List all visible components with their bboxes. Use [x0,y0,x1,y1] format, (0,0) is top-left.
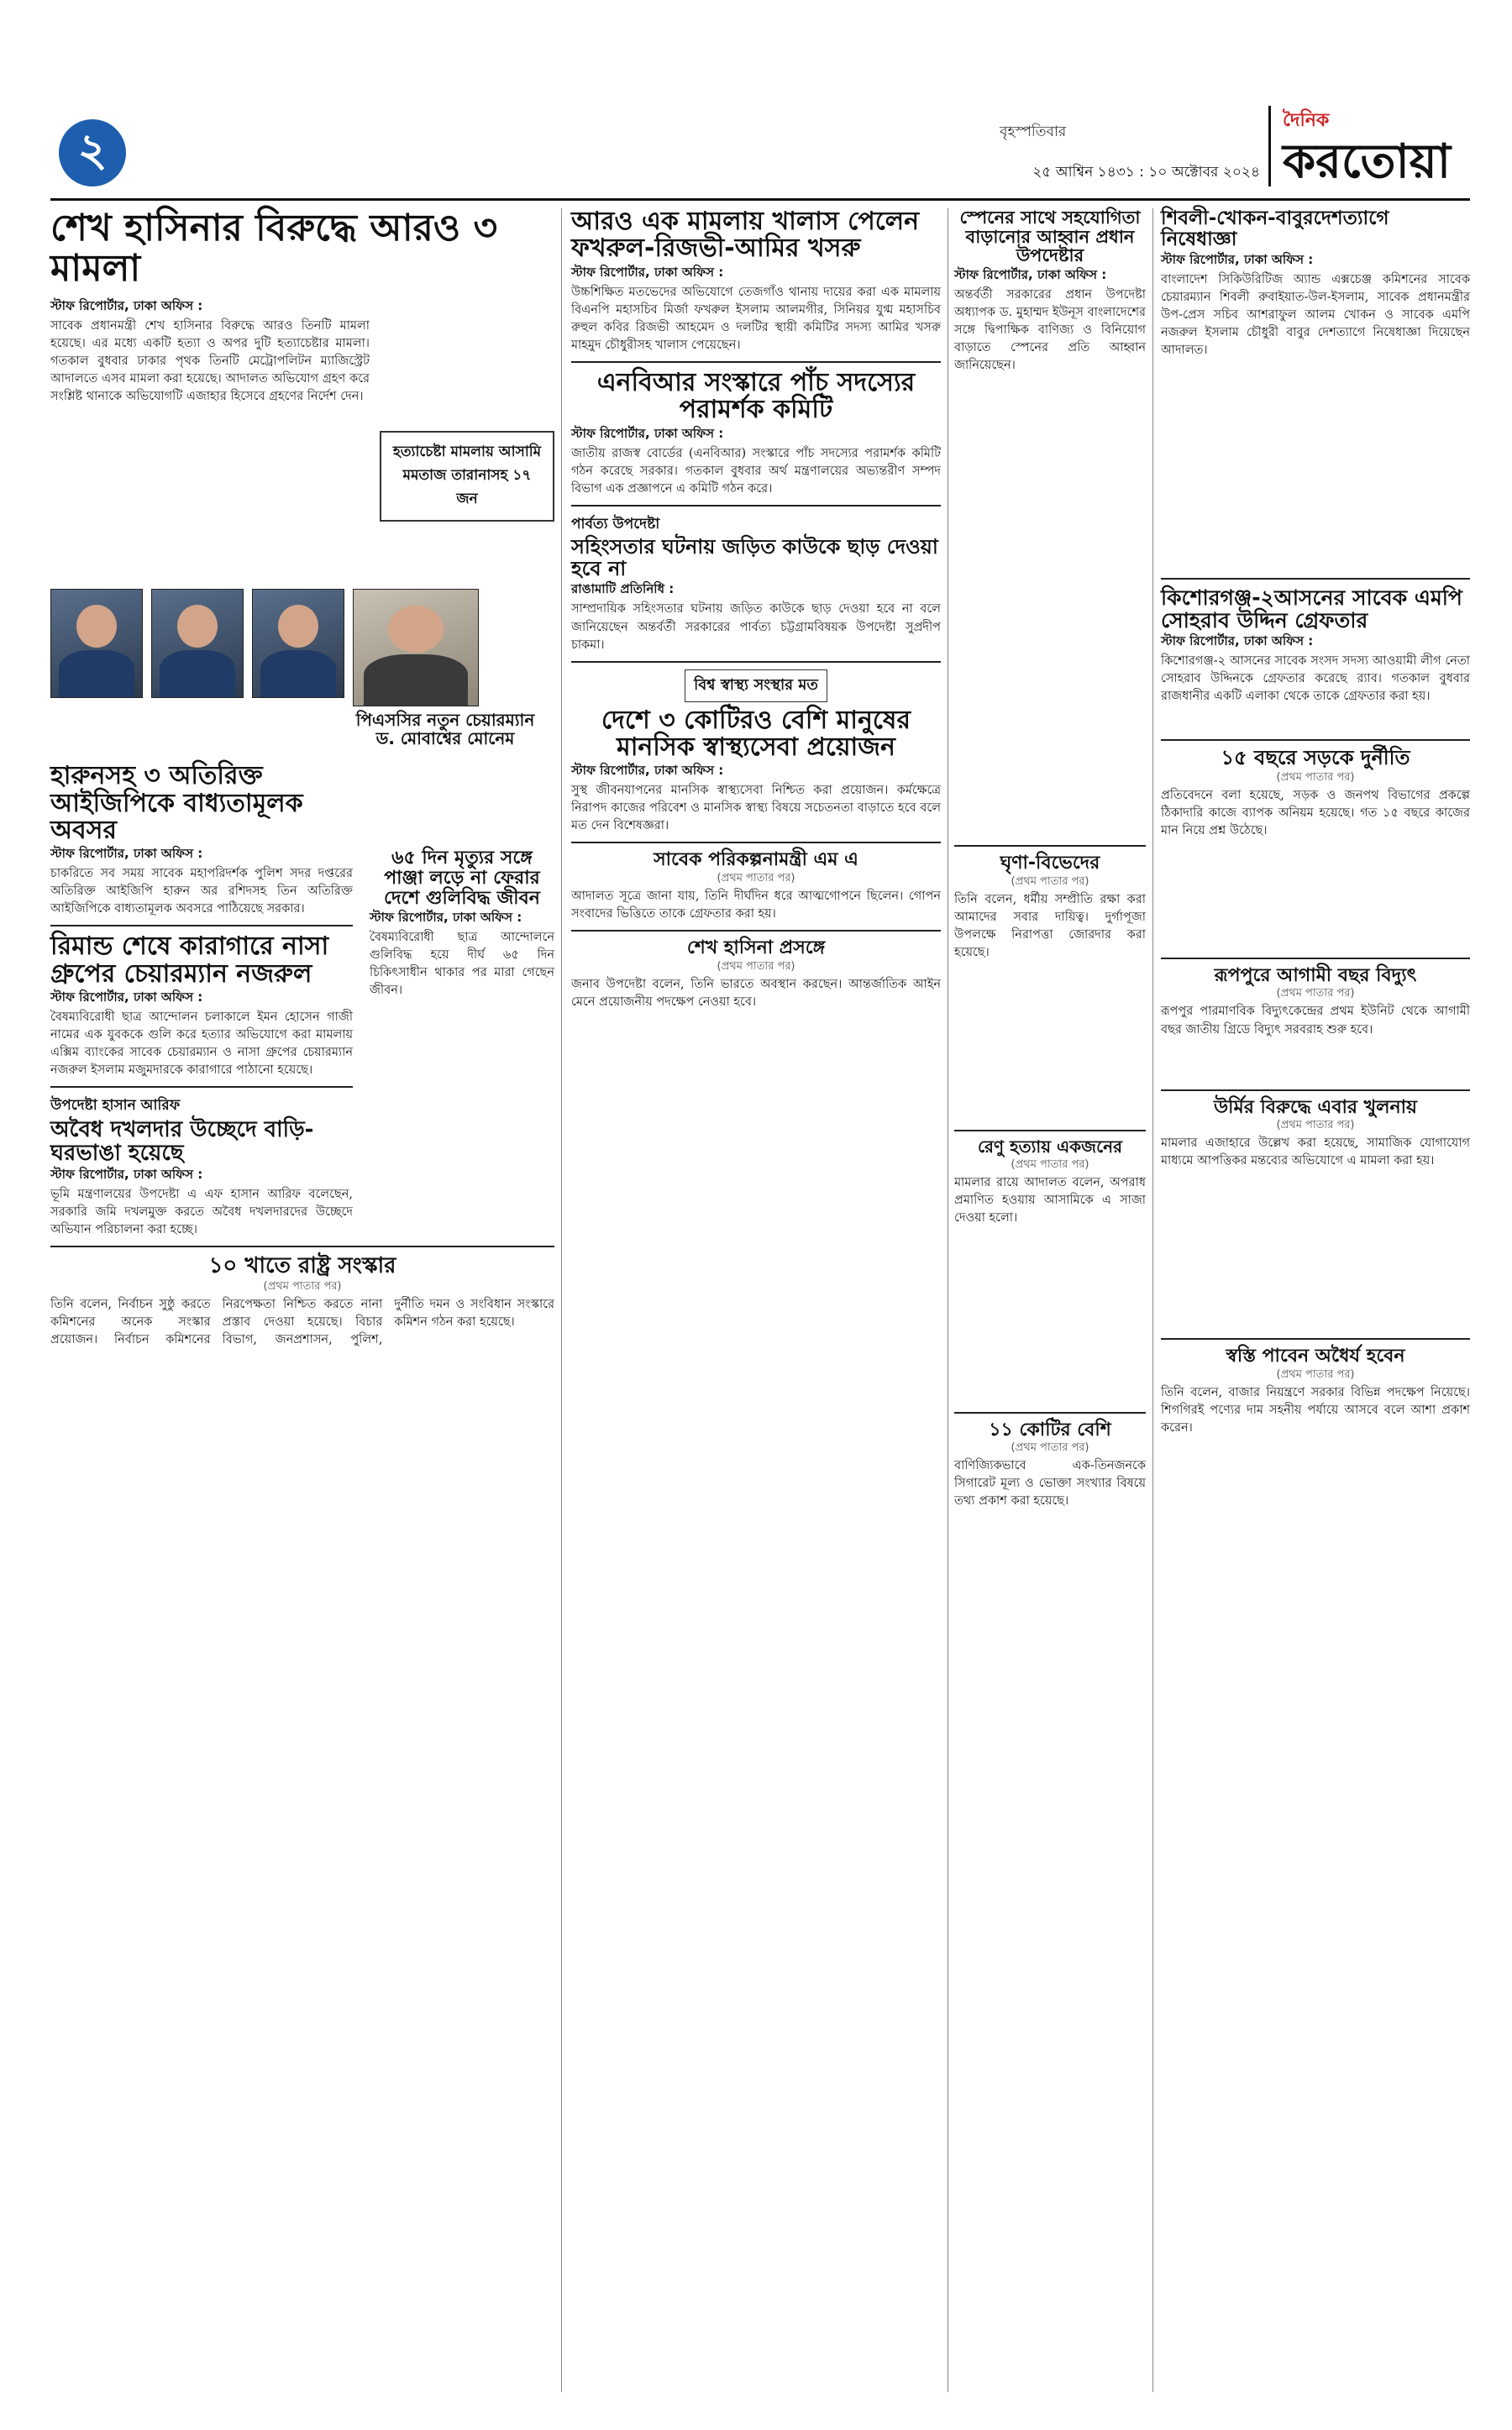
spain-body: অন্তর্বর্তী সরকারের প্রধান উপদেষ্টা অধ্যাপক ড. মুহাম্মদ ইউনূস বাংলাদেশের সঙ্গে দ্বিপাক্ষিক বাণিজ্য ও বিনিয়োগ বাড়াতে স্পেনের প্রতি আহ্বান জানিয়েছেন। [954,288,1146,373]
lead-body: সাবেক প্রধানমন্ত্রী শেখ হাসিনার বিরুদ্ধে আরও তিনটি মামলা হয়েছে। এর মধ্যে একটি হত্যা ও অপর দুটি হত্যাচেষ্টার মামলা। গতকাল বুধবার ঢাকার পৃথক তিনটি মেট্রোপলিটন ম্যাজিস্ট্রেট আদালতে এসব মামলা করা হয়েছে। আদালত অভিযোগ গ্রহণ করে সংশ্লিষ্ট থানাকে অভিযোগটি এজাহার হিসেবে গ্রহণের নির্দেশ দেন। [50,319,370,404]
kishoreganj-body: কিশোরগঞ্জ-২ আসনের সাবেক সংসদ সদস্য আওয়ামী লীগ নেতা সোহরাব উদ্দিনকে গ্রেফতার করেছে র‍্যাব। গতকাল বুধবার রাজধানীর একটি এলাকা থেকে তাকে গ্রেফতার করা হয়। [1161,653,1470,703]
spain-headline: স্পেনের সাথে সহযোগিতা বাড়ানোর আহ্বান প্রধান উপদেষ্টার [959,207,1141,266]
corruption-cont: (প্রথম পাতার পর) [1276,770,1355,784]
weekday: বৃহস্পতিবার [1000,123,1067,140]
hill-headline: সহিংসতার ঘটনায় জড়িত কাউকে ছাড় দেওয়া হবে না [571,534,938,580]
separator [1161,739,1470,741]
who-byline: স্টাফ রিপোর্টার, ঢাকা অফিস : [571,763,724,779]
separator [571,361,941,363]
lead-box-label: হত্যাচেষ্টা মামলায় আসামি মমতাজ তারানাসহ ১৭ জন [380,431,554,522]
separator [1161,1089,1470,1091]
who-body: সুস্থ জীবনযাপনের মানসিক স্বাস্থ্যসেবা নিশ্চিত করা প্রয়োজন। কর্মক্ষেত্রে নিরাপদ কাজের পরিবেশ ও মানসিক স্বাস্থ্য বিষয়ে সচেতনতা বাড়াতে হবে বলে মত দেন বিশেষজ্ঞরা। [571,784,941,833]
renu-cont: (প্রথম পাতার পর) [1011,1157,1089,1171]
officer-photo [252,589,344,698]
lead-body-filler [50,411,370,428]
corruption-headline: ১৫ বছরে সড়কে দুর্নীতি [1221,745,1410,769]
pangga-headline: ৬৫ দিন মৃত্যুর সঙ্গে পাঞ্জা লড়ে না ফেরার দেশে গুলিবিদ্ধ জীবন [384,848,540,909]
officer-photo [50,589,143,698]
eviction-byline: স্টাফ রিপোর্টার, ঢাকা অফিস : [50,1167,203,1183]
lead-headline: শেখ হাসিনার বিরুদ্ধে আরও ৩ মামলা [50,207,498,290]
hate-body: তিনি বলেন, ধর্মীয় সম্প্রীতি রক্ষা করা আমাদের সবার দায়িত্ব। দুর্গাপূজা উপলক্ষে নিরাপত্তা জোরদার করা হয়েছে। [954,892,1146,959]
igp-headline: হারুনসহ ৩ অতিরিক্ত আইজিপিকে বাধ্যতামূলক অবসর [50,761,303,845]
spain-section [954,208,1146,1510]
nasa-headline: রিমান্ড শেষে কারাগারে নাসা গ্রুপের চেয়ারম্যান নজরুল [50,932,329,989]
renu-body: মামলার রায়ে আদালত বলেন, অপরাধ প্রমাণিত হওয়ায় আসামিকে এ সাজা দেওয়া হলো। [954,1175,1146,1225]
separator [954,845,1146,847]
nbr-byline: স্টাফ রিপোর্টার, ঢাকা অফিস : [571,425,724,441]
feature-caption: পিএসসির নতুন চেয়ারম্যান ড. মোবাশ্বের মোনেম [355,710,535,748]
who-kicker: বিশ্ব স্বাস্থ্য সংস্থার মত [685,669,827,702]
relief-cont: (প্রথম পাতার পর) [1276,1368,1355,1382]
separator [1161,578,1470,580]
urmi-cont: (প্রথম পাতার পর) [1276,1119,1355,1132]
separator [571,842,941,843]
right-section [1161,208,1470,1437]
hate-headline: ঘৃণা-বিভেদের [1000,853,1100,874]
column-divider [1152,208,1153,2392]
pangga-section [370,848,554,1000]
separator [571,930,941,932]
lead-byline: স্টাফ রিপোর্টার, ঢাকা অফিস : [50,298,203,314]
separator [954,1412,1146,1414]
hill-kicker: পার্বত্য উপদেষ্টা [571,515,660,533]
masthead-logo [1268,106,1470,189]
mid-headline: আরও এক মামলায় খালাস পেলেন ফখরুল-রিজভী-আমির খসরু [571,207,920,264]
separator [50,1246,554,1247]
separator [571,661,941,663]
renu-headline: রেণু হত্যায় একজনের [977,1136,1123,1157]
eviction-headline: অবৈধ দখলদার উচ্ছেদে বাড়ি-ঘরভাঙা হয়েছে [50,1117,314,1167]
nasa-byline: স্টাফ রিপোর্টার, ঢাকা অফিস : [50,989,203,1005]
reform-cont: (প্রথম পাতার পর) [263,1279,342,1293]
pangga-body: বৈষম্যবিরোধী ছাত্র আন্দোলনে গুলিবিদ্ধ হয়ে দীর্ঘ ৬৫ দিন চিকিৎসাধীন থাকার পর মারা গেছেন জীবন। [370,931,554,998]
hasina-body: জনাব উপদেষ্টা বলেন, তিনি ভারতে অবস্থান করছেন। আন্তর্জাতিক আইন মেনে প্রয়োজনীয় পদক্ষেপ নেওয়া হবে। [571,977,941,1009]
eleven-cont: (প্রথম পাতার পর) [1011,1441,1089,1455]
igp-body: চাকরিতে সব সময় সাবেক মহাপরিদর্শক পুলিশ সদর দপ্তরের অতিরিক্ত আইজিপি হারুন অর রশিদসহ তিন অতিরিক্ত আইজিপিকে বাধ্যতামূলক অবসরে পাঠিয়েছে সরকার। [50,867,353,916]
spain-byline: স্টাফ রিপোর্টার, ঢাকা অফিস : [954,267,1107,283]
exminister-body: আদালত সূত্রে জানা যায়, তিনি দীর্ঘদিন ধরে আত্মগোপনে ছিলেন। গোপন সংবাদের ভিত্তিতে তাকে গ্রেফতার করা হয়। [571,890,941,921]
header-rule [50,198,1470,201]
page-number: ২ [59,119,126,186]
hate-cont: (প্রথম পাতার পর) [1011,874,1089,888]
nasa-body: বৈষম্যবিরোধী ছাত্র আন্দোলন চলাকালে ইমন হোসেন গাজী নামের এক যুবককে গুলি করে হত্যার অভিযোগে করা মামলায় এক্সিম ব্যাংকের সাবেক চেয়ারম্যান ও নাসা গ্রুপের চেয়ারম্যান নজরুল ইসলাম মজুমদারকে কারাগারে পাঠানো হয়েছে। [50,1010,353,1078]
who-headline: দেশে ৩ কোটিরও বেশি মানুষের মানসিক স্বাস্থ্যসেবা প্রয়োজন [601,705,911,762]
hill-byline: রাঙামাটি প্রতিনিধি : [571,581,675,597]
exminister-cont: (প্রথম পাতার পর) [717,872,795,885]
pangga-byline: স্টাফ রিপোর্টার, ঢাকা অফিস : [370,910,522,926]
separator [50,925,353,926]
mid-byline: স্টাফ রিপোর্টার, ঢাকা অফিস : [571,264,724,280]
corruption-body: প্রতিবেদনে বলা হয়েছে, সড়ক ও জনপথ বিভাগের প্রকল্পে ঠিকাদারি কাজে ব্যাপক অনিয়ম হয়েছে। গত ১৫ বছরে কাজের মান নিয়ে প্রশ্ন উঠেছে। [1161,788,1470,837]
separator [1161,1338,1470,1340]
rooppur-cont: (প্রথম পাতার পর) [1276,987,1355,1000]
nbr-body: জাতীয় রাজস্ব বোর্ডের (এনবিআর) সংস্কারে পাঁচ সদস্যের পরামর্শক কমিটি গঠন করেছে সরকার। গতকাল বুধবার অর্থ মন্ত্রণালয়ের অভ্যন্তরীণ সম্পদ বিভাগ এক প্রজ্ঞাপনে এ কমিটি গঠন করে। [571,446,941,496]
right-headline: শিবলী-খোকন-বাবুরদেশত্যাগে নিষেধাজ্ঞা [1161,207,1389,250]
eviction-kicker: উপদেষ্টা হাসান আরিফ [50,1097,181,1115]
igp-byline: স্টাফ রিপোর্টার, ঢাকা অফিস : [50,846,203,862]
officer-photo [151,589,244,698]
nbr-headline: এনবিআর সংস্কারে পাঁচ সদস্যের পরামর্শক কমিটি [596,367,916,425]
relief-body: তিনি বলেন, বাজার নিয়ন্ত্রণে সরকার বিভিন্ন পদক্ষেপ নিয়েছে। শিগগিরই পণ্যের দাম সহনীয় পর্যায়ে আসবে বলে আশা প্রকাশ করেন। [1161,1386,1470,1435]
separator [954,1130,1146,1131]
kishoreganj-headline: কিশোরগঞ্জ-২আসনের সাবেক এমপি সোহরাব উদ্দিন গ্রেফতার [1161,585,1462,632]
hasina-cont: (প্রথম পাতার পর) [717,959,795,973]
separator [50,1086,353,1088]
masthead-small: দৈনিক [1283,110,1330,131]
page-header [50,94,1470,195]
left-section [50,208,554,1349]
officer-photos [50,589,554,748]
mid-body: উচ্চশিক্ষিত মতভেদের অভিযোগে তেজগাঁও থানায় দায়ের করা এক মামলায় বিএনপি মহাসচিব মির্জা ফখরুল ইসলাম আলমগীর, সিনিয়র যুগ্ম মহাসচিব রুহুল কবির রিজভী আহমেদ ও দলটির স্থায়ী কমিটির সদস্য আমির খসরু মাহমুদ চৌধুরীসহ খালাস পেয়েছেন। [571,285,941,352]
column-divider [561,208,562,2392]
right-body: বাংলাদেশ সিকিউরিটিজ অ্যান্ড এক্সচেঞ্জ কমিশনের সাবেক চেয়ারম্যান শিবলী রুবাইয়াত-উল-ইসলাম, সাবেক প্রধানমন্ত্রীর উপ-প্রেস সচিব আশরাফুল আলম খোকন ও সাবেক এমপি নজরুল ইসলাম চৌধুরী বাবুর দেশত্যাগে নিষেধাজ্ঞা দিয়েছেন আদালত। [1161,272,1470,357]
urmi-body: মামলার এজাহারে উল্লেখ করা হয়েছে, সামাজিক যোগাযোগ মাধ্যমে আপত্তিকর মন্তব্যের অভিযোগে এ মামলা করা হয়। [1161,1136,1470,1168]
eleven-body: বাণিজ্যিকভাবে এক-তিনজনকে সিগারেট মূল্য ও ভোক্তা সংখ্যার বিষয়ে তথ্য প্রকাশ করা হয়েছে। [954,1459,1146,1509]
relief-headline: স্বস্তি পাবেন অধৈর্য হবেন [1226,1346,1405,1367]
hill-body: সাম্প্রদায়িক সহিংসতার ঘটনায় জড়িত কাউকে ছাড় দেওয়া হবে না বলে জানিয়েছেন অন্তর্বর্তী সরকারের পার্বত্য চট্টগ্রামবিষয়ক উপদেষ্টা সুপ্রদীপ চাকমা। [571,602,941,652]
eleven-headline: ১১ কোটির বেশি [989,1419,1111,1441]
right-byline: স্টাফ রিপোর্টার, ঢাকা অফিস : [1161,251,1314,267]
hasina-headline: শেখ হাসিনা প্রসঙ্গে [686,937,826,959]
masthead-big: করতোয়া [1283,134,1451,189]
reform-headline: ১০ খাতে রাষ্ট্র সংস্কার [208,1253,396,1279]
exminister-headline: সাবেক পরিকল্পনামন্ত্রী এম এ [654,849,858,871]
rooppur-headline: রূপপুরে আগামী বছর বিদ্যুৎ [1214,964,1417,986]
separator [571,505,941,506]
header-right [1000,106,1470,190]
eviction-body: ভূমি মন্ত্রণালয়ের উপদেষ্টা এ এফ হাসান আরিফ বলেছেন, সরকারি জমি দখলমুক্ত করতে অবৈধ দখলদারদের উচ্ছেদে অভিযান পরিচালনা করা হচ্ছে। [50,1188,353,1237]
urmi-headline: উর্মির বিরুদ্ধে এবার খুলনায় [1214,1096,1417,1118]
feature-photo [353,589,479,706]
rooppur-body: রূপপুর পারমাণবিক বিদ্যুৎকেন্দ্রের প্রথম ইউনিট থেকে আগামী বছর জাতীয় গ্রিডে বিদ্যুৎ সরবরাহ শুরু হবে। [1161,1005,1470,1037]
middle-section [571,208,941,1011]
reform-body: তিনি বলেন, নির্বাচন সুষ্ঠু করতে কমিশনের অনেক সংস্কার প্রয়োজন। নির্বাচন কমিশনের নিরপেক্ষতা নিশ্চিত করতে নানা প্রস্তাব দেওয়া হয়েছে। বিচার বিভাগ, জনপ্রশাসন, পুলিশ, দুর্নীতি দমন ও সংবিধান সংস্কারে কমিশন গঠন করা হয়েছে। [50,1297,554,1346]
kishoreganj-byline: স্টাফ রিপোর্টার, ঢাকা অফিস : [1161,632,1314,648]
separator [1161,958,1470,959]
date-line: ২৫ আশ্বিন ১৪৩১ : ১০ অক্টোবর ২০২৪ [1032,164,1260,181]
